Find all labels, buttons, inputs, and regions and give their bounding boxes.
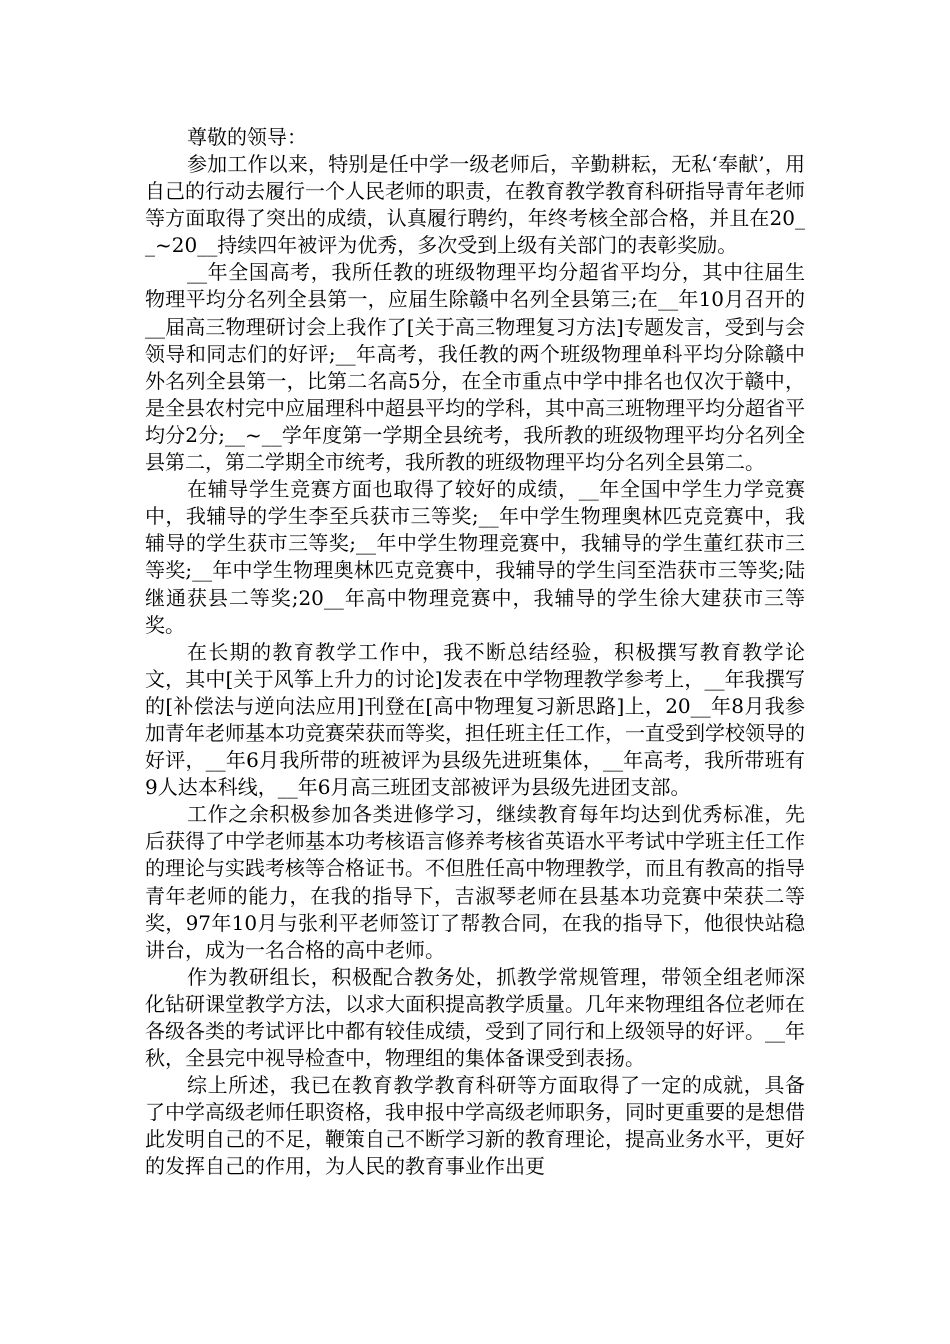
paragraph-research-papers: 在长期的教育教学工作中，我不断总结经验，积极撰写教育教学论文，其中[关于风筝上升力的讨论]发表在中学物理教学参考上，__年我撰写的[补偿法与逆向法应用]刊登在[高中物理复习新思路]上，20__年8月我参加青年老师基本功竞赛荣获而等奖，担任班主任工作，一直受到学校领导的好评，__年6月我所带的班被评为县级先进班集体，__年高考，我所带班有9人达本科线，__年6月高三班团支部被评为县级先进团支部。 — [145, 639, 805, 800]
paragraph-further-study: 工作之余积极参加各类进修学习，继续教育每年均达到优秀标准，先后获得了中学老师基本功考核语言修养考核省英语水平考试中学班主任工作的理论与实践考核等合格证书。不但胜任高中物理教学，而且有教高的指导青年老师的能力，在我的指导下，吉淑琴老师在县基本功竞赛中荣获二等奖，97年10月与张利平老师签订了帮教合同，在我的指导下，他很快站稳讲台，成为一名合格的高中老师。 — [145, 802, 805, 962]
paragraph-conclusion: 综上所述，我已在教育教学教育科研等方面取得了一定的成就，具备了中学高级老师任职资格，我申报中学高级老师职务，同时更重要的是想借此发明自己的不足，鞭策自己不断学习新的教育理论，提高业务水平，更好的发挥自己的作用，为人民的教育事业作出更 — [145, 1073, 805, 1179]
paragraph-competition-coaching: 在辅导学生竞赛方面也取得了较好的成绩，__年全国中学生力学竞赛中，我辅导的学生李至兵获市三等奖;__年中学生物理奥林匹克竞赛中，我辅导的学生获市三等奖;__年中学生物理竞赛中，我辅导的学生董红获市三等奖;__年中学生物理奥林匹克竞赛中，我辅导的学生闫至浩获市三等奖;陆继通获县二等奖;20__年高中物理竞赛中，我辅导的学生徐大建获市三等奖。 — [145, 477, 805, 637]
paragraph-work-summary: 参加工作以来，特别是任中学一级老师后，辛勤耕耘，无私‘奉献’，用自己的行动去履行一个人民老师的职责，在教育教学教育科研指导青年老师等方面取得了突出的成绩，认真履行聘约，年终考核全部合格，并且在20__~20__持续四年被评为优秀，多次受到上级有关部门的表彰奖励。 — [145, 152, 805, 258]
salutation: 尊敬的领导： — [187, 125, 307, 149]
paragraph-teaching-group: 作为教研组长，积极配合教务处，抓教学常规管理，带领全组老师深化钻研课堂教学方法，以求大面积提高教学质量。几年来物理组各位老师在各级各类的考试评比中都有较佳成绩，受到了同行和上级领导的好评。__年秋，全县完中视导检查中，物理组的集体备课受到表扬。 — [145, 964, 805, 1071]
paragraph-exam-results: __年全国高考，我所任教的班级物理平均分超省平均分，其中往届生物理平均分名列全县第一，应届生除赣中名列全县第三;在__年10月召开的__届高三物理研讨会上我作了[关于高三物理复习方法]专题发言，受到与会领导和同志们的好评;__年高考，我任教的两个班级物理单科平均分除赣中外名列全县第一，比第二名高5分，在全市重点中学中排名也仅次于赣中，是全县农村完中应届理科中超县平均的学科，其中高三班物理平均分超省平均分2分;__~__学年度第一学期全县统考，我所教的班级物理平均分名列全县第二，第二学期全市统考，我所教的班级物理平均分名列全县第二。 — [145, 260, 805, 475]
letter-body — [145, 124, 805, 1181]
